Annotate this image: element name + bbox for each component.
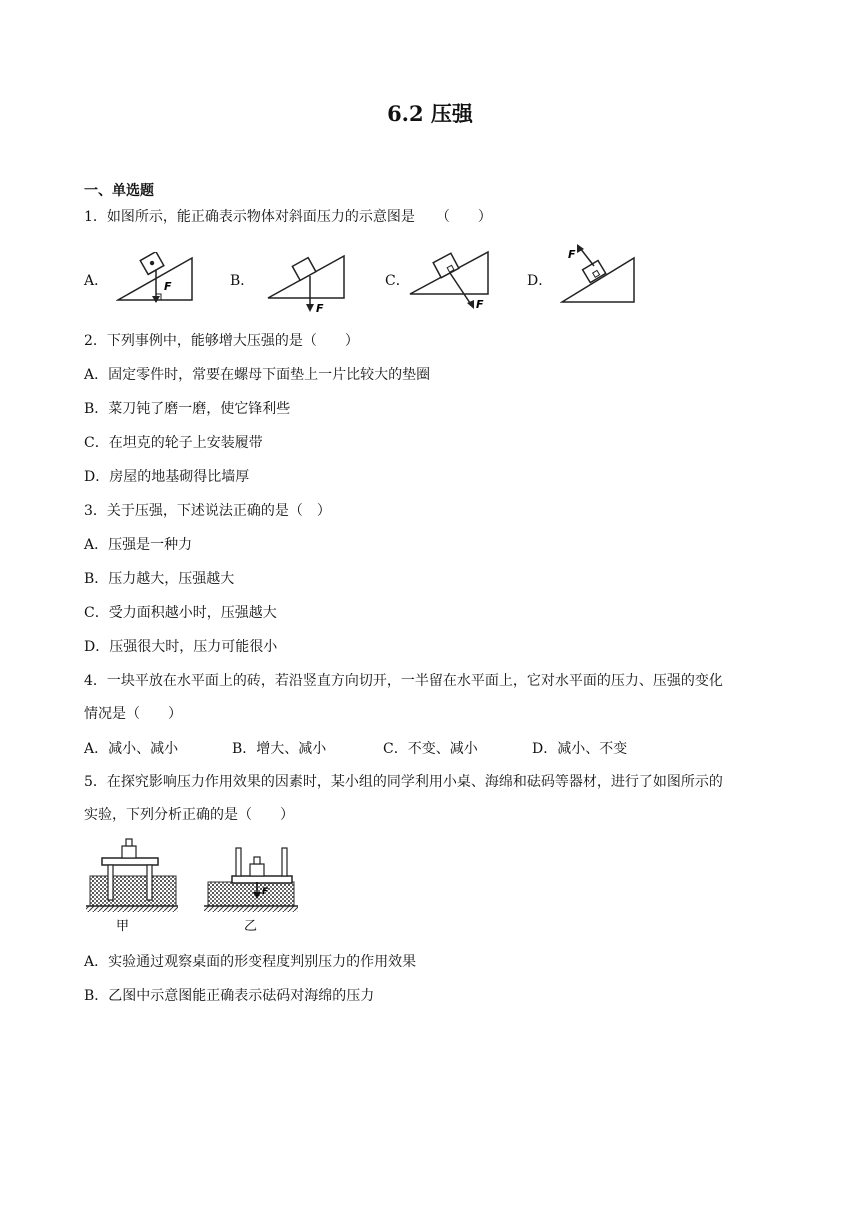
section-heading: 一、单选题 bbox=[84, 183, 154, 199]
q1-a-force-label: F bbox=[164, 280, 172, 293]
q5-figure bbox=[84, 836, 302, 936]
q1-option-a-label: A． bbox=[84, 273, 109, 289]
page-title: 6.2 压强 bbox=[387, 101, 473, 126]
figure-label-jia: 甲 bbox=[116, 919, 130, 934]
q1-d-force-label: F bbox=[568, 248, 576, 261]
q5-stem-line1: 5．在探究影响压力作用效果的因素时，某小组的同学利用小桌、海绵和砝码等器材，进行了如图所示的 bbox=[84, 774, 723, 790]
q4-option-c: C．不变、减小 bbox=[383, 741, 478, 757]
q1-figure-c bbox=[406, 248, 492, 314]
q1-figure-a bbox=[116, 252, 196, 304]
q2-option-a: A．固定零件时，常要在螺母下面垫上一片比较大的垫圈 bbox=[84, 367, 431, 383]
q1-stem: 1．如图所示，能正确表示物体对斜面压力的示意图是 （ ） bbox=[84, 209, 492, 225]
q4-stem-line2: 情况是（ ） bbox=[84, 706, 182, 722]
q1-option-d-label: D． bbox=[527, 273, 553, 289]
q2-stem: 2．下列事例中，能够增大压强的是（ ） bbox=[84, 333, 359, 349]
q4-stem-line1: 4．一块平放在水平面上的砖，若沿竖直方向切开，一半留在水平面上，它对水平面的压力、压强的变化 bbox=[84, 673, 723, 689]
q1-option-c-label: C． bbox=[385, 273, 410, 289]
q5-stem-line2: 实验，下列分析正确的是（ ） bbox=[84, 807, 294, 823]
figure-jia bbox=[86, 839, 178, 912]
figure-yi bbox=[204, 848, 298, 912]
q1-c-force-label: F bbox=[476, 298, 484, 311]
q4-option-a: A．减小、减小 bbox=[84, 741, 179, 757]
q3-option-c: C．受力面积越小时，压强越大 bbox=[84, 605, 277, 621]
q3-option-d: D．压强很大时，压力可能很小 bbox=[84, 639, 278, 655]
q4-option-d: D．减小、不变 bbox=[532, 741, 628, 757]
q2-option-d: D．房屋的地基砌得比墙厚 bbox=[84, 469, 250, 485]
q2-option-c: C．在坦克的轮子上安装履带 bbox=[84, 435, 263, 451]
q5-option-b: B．乙图中示意图能正确表示砝码对海绵的压力 bbox=[84, 988, 375, 1004]
q3-option-a: A．压强是一种力 bbox=[84, 537, 193, 553]
q3-stem: 3．关于压强，下述说法正确的是（ ） bbox=[84, 503, 331, 519]
q5-force-label: F bbox=[262, 887, 269, 897]
q1-figure-b bbox=[266, 252, 348, 314]
q2-option-b: B．菜刀钝了磨一磨，使它锋利些 bbox=[84, 401, 291, 417]
q1-option-b-label: B． bbox=[230, 273, 255, 289]
q1-figure-d bbox=[560, 244, 638, 306]
q5-option-a: A．实验通过观察桌面的形变程度判别压力的作用效果 bbox=[84, 954, 417, 970]
q3-option-b: B．压力越大，压强越大 bbox=[84, 571, 235, 587]
q1-b-force-label: F bbox=[316, 302, 324, 314]
figure-label-yi: 乙 bbox=[244, 919, 258, 934]
q4-option-b: B．增大、减小 bbox=[232, 741, 327, 757]
